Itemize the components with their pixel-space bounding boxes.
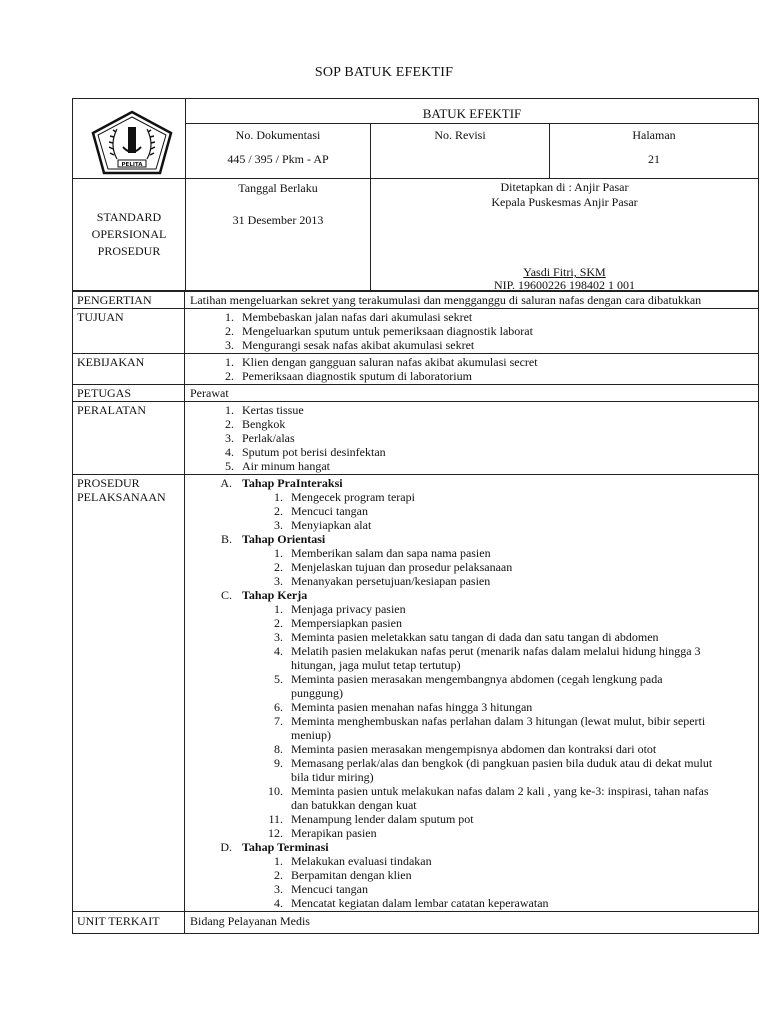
list-item: 3. Menyiapkan alat <box>274 518 372 532</box>
list-item: 4. Mencatat kegiatan dalam lembar catatan keperawatan <box>274 896 549 910</box>
row-tujuan <box>73 308 758 353</box>
list-item: 9. Memasang perlak/alas dan bengkok (di pangkuan pasien bila duduk atau di dekat mulut bila tidur miring) <box>274 756 713 784</box>
header-table <box>72 98 759 291</box>
row-label: PERALATAN <box>73 402 185 474</box>
row-kebijakan <box>73 353 758 384</box>
unit-text: Bidang Pelayanan Medis <box>190 914 310 928</box>
list-item: 5. Air minum hangat <box>225 459 330 473</box>
list-item: 8. Meminta pasien merasakan mengempisnya abdomen dan kontraksi dari otot <box>274 742 657 756</box>
set-at: Ditetapkan di : Anjir Pasar <box>500 180 629 194</box>
prosedur-content <box>185 475 758 911</box>
list-item: 4. Sputum pot berisi desinfektan <box>225 445 386 459</box>
row-unit-terkait <box>73 911 758 933</box>
logo-emblem-icon <box>87 109 177 179</box>
list-item: 3. Mencuci tangan <box>274 882 368 896</box>
list-item: 2. Mencuci tangan <box>274 504 368 518</box>
doc-number-label: No. Dokumentasi <box>235 128 321 142</box>
list-item: 12. Merapikan pasien <box>268 826 377 840</box>
row-pengertian <box>73 291 758 308</box>
row-petugas <box>73 384 758 401</box>
phase-steps <box>190 854 753 910</box>
list-item: 2. Menjelaskan tujuan dan prosedur pelaksanaan <box>274 560 513 574</box>
signer-name: Yasdi Fitri, SKM <box>523 265 606 279</box>
list-item: 7. Meminta menghembuskan nafas perlahan dalam 3 hitungan (lewat mulut, bibir seperti meniup) <box>274 714 706 742</box>
list-item: 3. Perlak/alas <box>225 431 295 445</box>
list-item: 2. Berpamitan dengan klien <box>274 868 412 882</box>
phase-heading: A. Tahap PraInteraksi <box>220 476 343 490</box>
row-prosedur <box>73 474 758 911</box>
list-item: 2. Mempersiapkan pasien <box>274 616 402 630</box>
list-item: 2. Mengeluarkan sputum untuk pemeriksaan diagnostik laborat <box>225 324 533 338</box>
svg-text:PELITA: PELITA <box>121 162 143 168</box>
row-label: UNIT TERKAIT <box>73 912 185 933</box>
list-item: 1. Kertas tissue <box>225 403 304 417</box>
phase-heading: B. Tahap Orientasi <box>220 532 326 546</box>
phase-steps <box>190 490 753 532</box>
list-item: 2. Bengkok <box>225 417 286 431</box>
list-item: 1. Melakukan evaluasi tindakan <box>274 854 432 868</box>
list-item: 2. Pemeriksaan diagnostik sputum di laboratorium <box>225 369 472 383</box>
row-label: PETUGAS <box>73 385 185 401</box>
revision-label: No. Revisi <box>434 128 486 142</box>
phase-heading: D. Tahap Terminasi <box>220 840 329 854</box>
row-label: PROSEDUR PELAKSANAAN <box>73 475 185 911</box>
list-item: 6. Meminta pasien menahan nafas hingga 3 hitungan <box>274 700 533 714</box>
signer-position: Kepala Puskesmas Anjir Pasar <box>491 195 638 209</box>
phase-steps <box>190 546 753 588</box>
phase-heading: C. Tahap Kerja <box>220 588 308 602</box>
petugas-text: Perawat <box>190 386 229 400</box>
row-peralatan <box>73 401 758 474</box>
list-item: 1. Klien dengan gangguan saluran nafas akibat akumulasi secret <box>225 355 538 369</box>
list-item: 3. Menanyakan persetujuan/kesiapan pasien <box>274 574 491 588</box>
list-item: 1. Mengecek program terapi <box>274 490 415 504</box>
sop-label: STANDARD OPERSIONAL PROSEDUR <box>91 210 167 258</box>
list-item: 1. Menjaga privacy pasien <box>274 602 406 616</box>
page-title: SOP BATUK EFEKTIF <box>314 65 454 80</box>
list-item: 3. Mengurangi sesak nafas akibat akumulasi sekret <box>225 338 475 352</box>
signer-nip: NIP. 19600226 198402 1 001 <box>493 278 635 292</box>
list-item: 1. Memberikan salam dan sapa nama pasien <box>274 546 491 560</box>
list-item: 11. Menampung lender dalam sputum pot <box>268 812 474 826</box>
page-label: Halaman <box>632 128 676 142</box>
pengertian-text: Latihan mengeluarkan sekret yang terakumulasi dan mengganggu di saluran nafas dengan cara dibatukkan <box>190 293 702 307</box>
tujuan-list <box>190 310 753 352</box>
document-title: BATUK EFEKTIF <box>422 106 522 121</box>
peralatan-list <box>190 403 753 473</box>
list-item: 5. Meminta pasien merasakan mengembangnya abdomen (cegah lengkung pada punggung) <box>274 672 663 700</box>
list-item: 3. Meminta pasien meletakkan satu tangan di dada dan satu tangan di abdomen <box>274 630 659 644</box>
doc-number: 445 / 395 / Pkm - AP <box>227 152 329 166</box>
puskesmas-logo <box>87 109 177 179</box>
kebijakan-list <box>190 355 753 383</box>
row-label: TUJUAN <box>73 309 185 353</box>
effective-date-label: Tanggal Berlaku <box>238 181 318 195</box>
row-label: PENGERTIAN <box>73 292 185 308</box>
sop-table <box>72 291 759 934</box>
effective-date: 31 Desember 2013 <box>232 213 324 227</box>
list-item: 4. Melatih pasien melakukan nafas perut (menarik nafas dalam melalui hidung hingga 3 hitungan, jaga mulut tetap tertutup) <box>274 644 701 672</box>
row-label: KEBIJAKAN <box>73 354 185 384</box>
list-item: 1. Membebaskan jalan nafas dari akumulasi sekret <box>225 310 473 324</box>
list-item: 10. Meminta pasien untuk melakukan nafas dalam 2 kali , yang ke-3: inspirasi, tahan nafas dan batukkan dengan kuat <box>268 784 709 812</box>
page-number: 21 <box>648 152 660 166</box>
phase-steps <box>190 602 753 840</box>
